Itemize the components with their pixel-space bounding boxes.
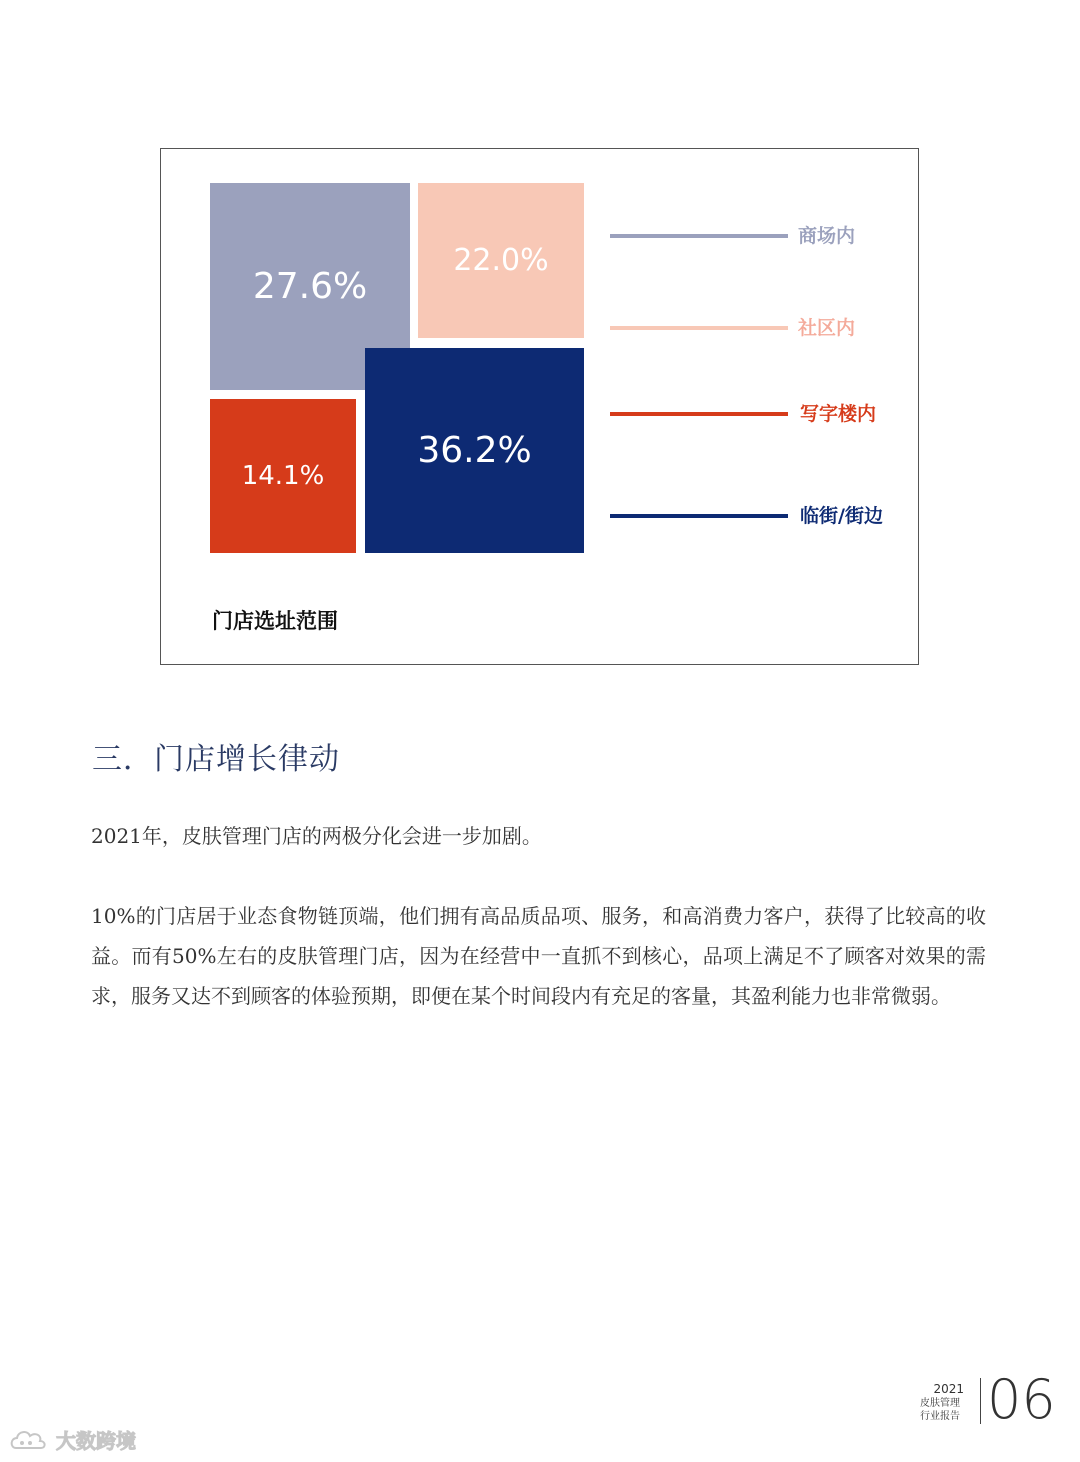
section-heading: 三．门店增长律动 [92, 742, 340, 777]
footer-year: 2021 [933, 1382, 964, 1396]
page-number: 06 [987, 1368, 1056, 1431]
tile-office-label: 14.1% [241, 461, 325, 491]
body-paragraph-2: 10%的门店居于业态食物链顶端，他们拥有高品质品项、服务，和高消费力客户，获得了比较高的收益。而有50%左右的皮肤管理门店，因为在经营中一直抓不到核心，品项上满足不了顾客对效果的需求，服务又达不到顾客的体验预期，即便在某个时间段内有充足的客量，其盈利能力也非常微弱。 [91, 904, 986, 1008]
legend-label-community: 社区内 [798, 317, 856, 339]
footer-divider [980, 1378, 981, 1424]
body-paragraph-1: 2021年，皮肤管理门店的两极分化会进一步加剧。 [91, 824, 542, 848]
watermark-text: 大数跨境 [56, 1429, 136, 1453]
legend-label-mall: 商场内 [798, 225, 856, 247]
legend-line-street [610, 514, 788, 518]
tile-street [365, 348, 584, 553]
legend-line-mall [610, 234, 788, 238]
legend-label-office: 写字楼内 [800, 403, 877, 425]
watermark [8, 1425, 136, 1454]
tile-community-label: 22.0% [453, 243, 549, 278]
footer-report-line-1: 皮肤管理 [920, 1398, 960, 1409]
tile-office [210, 399, 356, 553]
cloud-logo-icon [8, 1426, 50, 1454]
footer-report-line-2: 行业报告 [920, 1411, 960, 1422]
tile-mall-label: 27.6% [252, 266, 368, 307]
tile-community [418, 183, 584, 338]
legend-label-street: 临街/街边 [800, 505, 883, 527]
chart-title: 门店选址范围 [212, 609, 338, 633]
footer-report-name [920, 1397, 972, 1423]
legend-line-office [610, 412, 788, 416]
tile-street-label: 36.2% [417, 430, 532, 471]
legend-line-community [610, 326, 788, 330]
